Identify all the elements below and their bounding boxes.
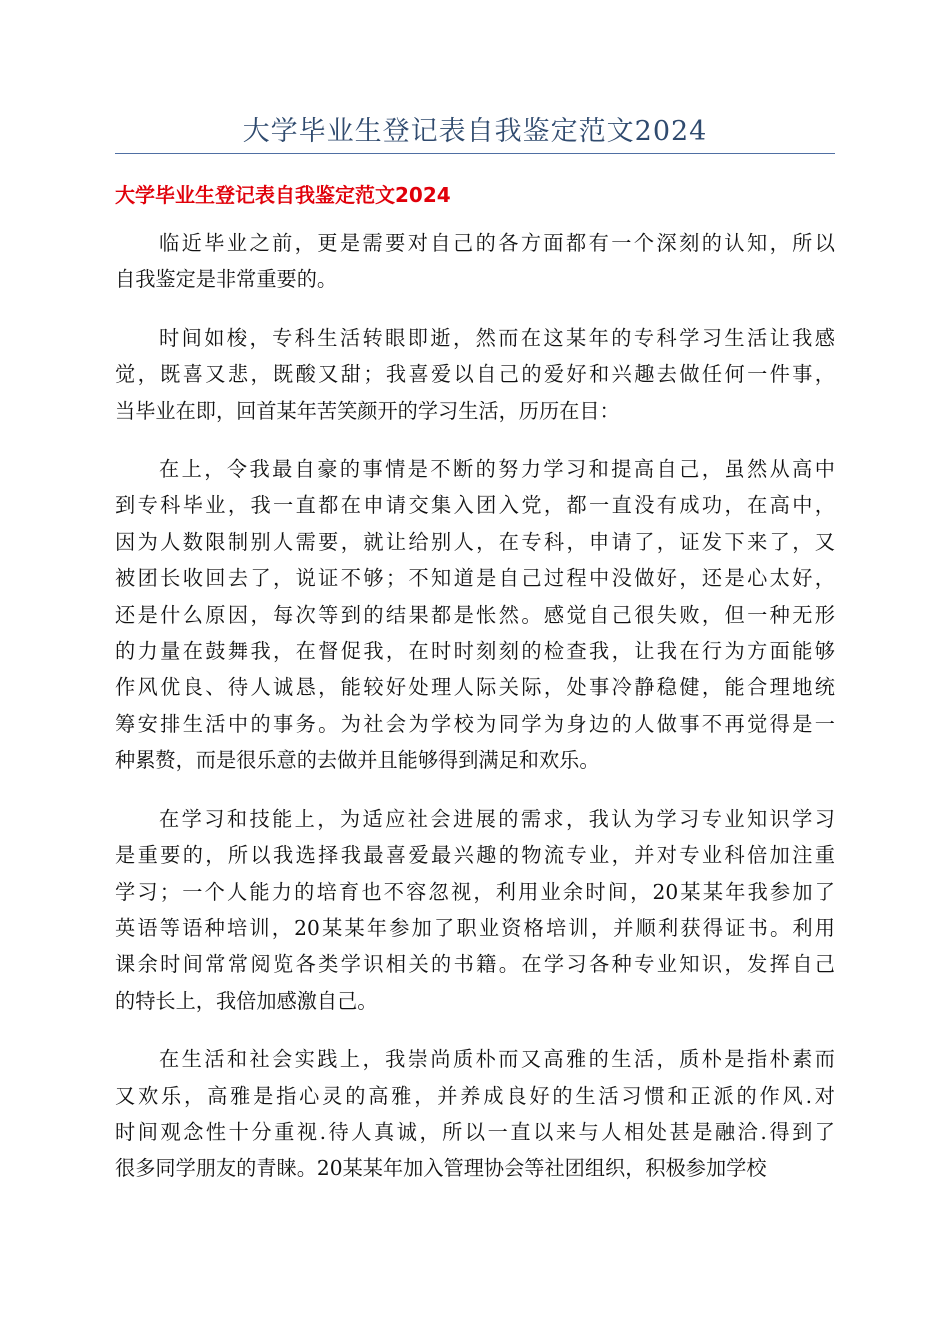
body-paragraph	[115, 1041, 835, 1187]
paragraph-line: 临近毕业之前，更是需要对自己的各方面都有一个深刻的认知，所以	[159, 231, 835, 255]
paragraph-line: 因为人数限制别人需要，就让给别人，在专科，申请了，证发下来了，又	[115, 529, 835, 554]
paragraph-line: 被团长收回去了，说证不够；不知道是自己过程中没做好，还是心太好，	[115, 566, 835, 591]
paragraph-line: 筹安排生活中的事务。为社会为学校为同学为身边的人做事不再觉得是一	[115, 711, 835, 736]
document-title: 大学毕业生登记表自我鉴定范文2024	[242, 116, 708, 147]
paragraph-line: 觉，既喜又悲，既酸又甜；我喜爱以自己的爱好和兴趣去做任何一件事，	[115, 362, 835, 387]
document-body	[115, 225, 835, 1209]
paragraph-line: 还是什么原因，每次等到的结果都是怅然。感觉自己很失败，但一种无形	[115, 602, 835, 627]
body-paragraph	[115, 320, 835, 429]
paragraph-line: 又欢乐，高雅是指心灵的高雅，并养成良好的生活习惯和正派的作风.对	[115, 1083, 835, 1108]
paragraph-line: 时间观念性十分重视.待人真诚，所以一直以来与人相处甚是融洽.得到了	[115, 1119, 835, 1144]
paragraph-line: 的特长上，我倍加感激自己。	[115, 988, 378, 1013]
paragraph-line: 是重要的，所以我选择我最喜爱最兴趣的物流专业，并对专业科倍加注重	[115, 843, 835, 868]
paragraph-line: 学习；一个人能力的培育也不容忽视，利用业余时间，20某某年我参加了	[115, 879, 835, 904]
paragraph-line: 种累赘，而是很乐意的去做并且能够得到满足和欢乐。	[115, 748, 600, 773]
paragraph-line: 的力量在鼓舞我，在督促我，在时时刻刻的检查我，让我在行为方面能够	[115, 639, 835, 664]
paragraph-line: 英语等语种培训，20某某年参加了职业资格培训，并顺利获得证书。利用	[115, 915, 835, 940]
paragraph-line: 在生活和社会实践上，我崇尚质朴而又高雅的生活，质朴是指朴素而	[159, 1047, 835, 1072]
title-underline	[115, 153, 835, 154]
paragraph-line: 作风优良、待人诚恳，能较好处理人际关际，处事冷静稳健，能合理地统	[115, 675, 835, 700]
paragraph-line: 很多同学朋友的青睐。20某某年加入管理协会等社团组织，积极参加学校	[115, 1156, 767, 1181]
paragraph-line: 时间如梭，专科生活转眼即逝，然而在这某年的专科学习生活让我感	[159, 325, 835, 350]
paragraph-line: 当毕业在即，回首某年苦笑颜开的学习生活，历历在目：	[115, 398, 620, 423]
paragraph-line: 课余时间常常阅览各类学识相关的书籍。在学习各种专业知识，发挥自己	[115, 952, 835, 977]
body-paragraph	[115, 801, 835, 1019]
body-paragraph	[115, 225, 835, 298]
paragraph-line: 在学习和技能上，为适应社会进展的需求，我认为学习专业知识学习	[159, 806, 835, 831]
paragraph-line: 到专科毕业，我一直都在申请交集入团入党，都一直没有成功，在高中，	[115, 493, 835, 518]
section-heading: 大学毕业生登记表自我鉴定范文2024	[115, 183, 451, 207]
body-paragraph	[115, 451, 835, 779]
paragraph-line: 自我鉴定是非常重要的。	[115, 267, 338, 292]
paragraph-line: 在上，令我最自豪的事情是不断的努力学习和提高自己，虽然从高中	[159, 457, 835, 482]
